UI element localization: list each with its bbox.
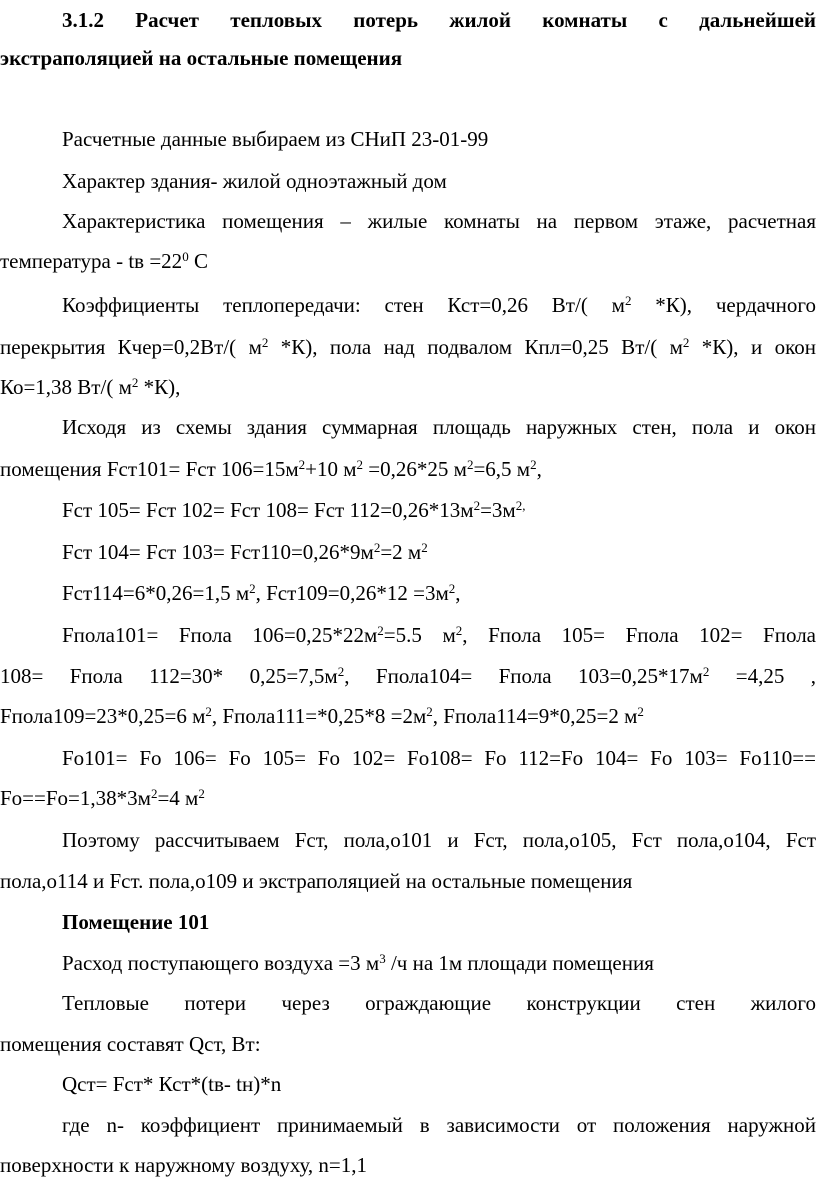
paragraph-building-character: Характер здания- жилой одноэтажный дом: [62, 169, 447, 193]
paragraph-losses-line-1: Тепловые потери через ограждающие конструкции стен жилого: [62, 991, 816, 1015]
paragraph-floor-line-2: 108= Fпола 112=30* $0,25=7,5м^2$, Fпола104= Fпола $103=0,25*17м^2 =4,25$ ,: [0, 664, 816, 688]
formula-wall-losses: Qст= Fст* Кст*(tв- tн)*n: [62, 1072, 282, 1096]
paragraph-air-supply: Расход поступающего воздуха =3 $м^3$ /ч на 1м площади помещения: [62, 951, 654, 975]
paragraph-wall-104: Fст 104= Fст $103= Fст110=0,26*9м^2=2$ $м^2$: [62, 540, 428, 564]
paragraph-floor-line-3: Fпола109=23*0,25=6 $м^2$, Fпола111=*0,25*8 $=2м^2$, Fпола114=9*0,25=2 $м^2$: [0, 704, 644, 728]
paragraph-where-line-1: где n- коэффициент принимаемый в зависимости от положения наружной: [62, 1113, 816, 1137]
paragraph-window-line-1: Fо101= Fо 106= Fо 105= Fо 102= Fо108= Fо 112=Fо 104= Fо 103= Fо110==: [62, 746, 816, 770]
paragraph-coefficients-line-3: Ко=1,38 Вт/( $м^2$ *К),: [0, 375, 181, 399]
paragraph-room-character-line-2: температура - tв $=22^0$ С: [0, 249, 208, 273]
paragraph-area-line-2: помещения Fст101= Fст $106=15м^2+10$ $м^2 =0,26*25$ $м^2=6,5$ $м^2$,: [0, 457, 542, 481]
paragraph-area-line-1: Исходя из схемы здания суммарная площадь наружных стен, пола и окон: [62, 415, 816, 439]
paragraph-coefficients-line-1: Коэффициенты теплопередачи: стен Кст=0,26 Вт/( $м^2$ *К), чердачного: [62, 293, 816, 317]
paragraph-window-line-2: $Fо==Fо=1,38*3м^2=4$ $м^2$: [0, 786, 205, 810]
paragraph-therefore-line-1: Поэтому рассчитываем Fст, пола,о101 и Fст, пола,о105, Fст пола,о104, Fст: [62, 828, 816, 852]
paragraph-source: Расчетные данные выбираем из СНиП 23-01-99: [62, 127, 489, 151]
paragraph-floor-line-1: Fпола101= Fпола $106=0,25*22м^2=5.5$ $м^2$, Fпола 105= Fпола 102= Fпола: [62, 623, 816, 647]
section-heading-line-1: 3.1.2 Расчет тепловых потерь жилой комнаты с дальнейшей: [62, 8, 816, 32]
section-heading-line-2: экстраполяцией на остальные помещения: [0, 46, 403, 70]
paragraph-wall-105: Fст 105= Fст 102= Fст 108= Fст $112=0,26*13м^2=3м^{2,}$: [62, 498, 526, 522]
paragraph-therefore-line-2: пола,о114 и Fст. пола,о109 и экстраполяцией на остальные помещения: [0, 869, 633, 893]
paragraph-room-character-line-1: Характеристика помещения – жилые комнаты на первом этаже, расчетная: [62, 209, 816, 233]
room-101-title: Помещение 101: [62, 910, 210, 934]
paragraph-losses-line-2: помещения составят Qст, Вт:: [0, 1032, 261, 1056]
paragraph-where-line-2: поверхности к наружному воздуху, n=1,1: [0, 1153, 368, 1177]
paragraph-coefficients-line-2: перекрытия Кчер=0,2Вт/( $м^2$ *К), пола над подвалом Кпл=0,25 Вт/( $м^2$ *К), и окон: [0, 335, 816, 359]
paragraph-wall-114: Fст114=6*0,26=1,5 $м^2$, $Fст109=0,26*12 =3м^2$,: [62, 581, 461, 605]
